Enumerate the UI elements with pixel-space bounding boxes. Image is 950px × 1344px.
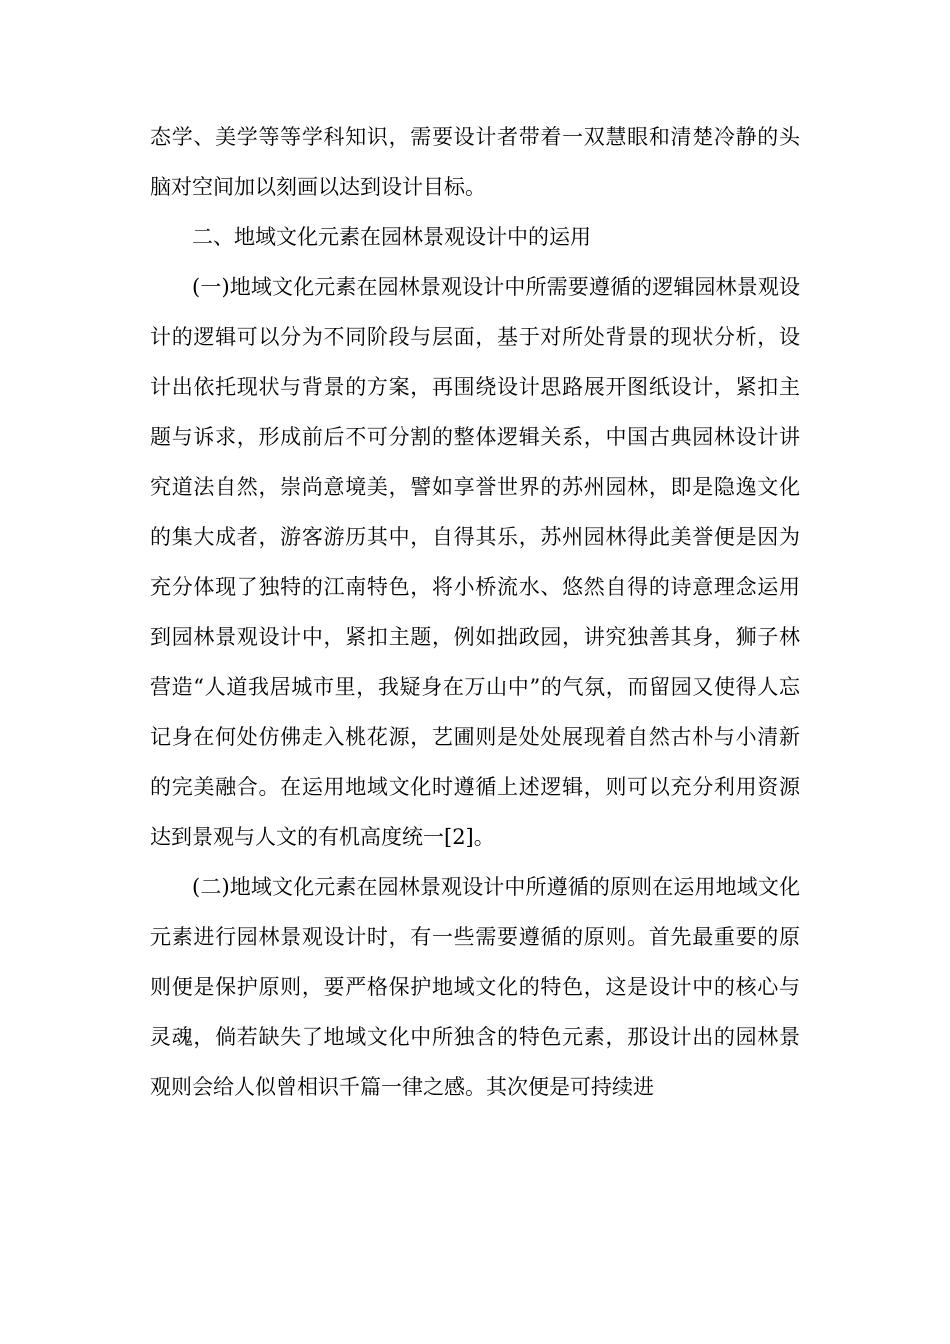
section-heading: 二、地域文化元素在园林景观设计中的运用 <box>192 225 591 249</box>
body-paragraph-principles: (二)地域文化元素在园林景观设计中所遵循的原则在运用地域文化元素进行园林景观设计时，有一些需要遵循的原则。首先最重要的原则便是保护原则，要严格保护地域文化的特色，这是设计中的核心与灵魂，倘若缺失了地域文化中所独含的特色元素，那设计出的园林景观则会给人似曾相识千篇一律之感。其次便是可持续进 <box>150 875 800 1099</box>
document-page <box>150 112 800 1112</box>
body-paragraph-continued: 态学、美学等等学科知识，需要设计者带着一双慧眼和清楚冷静的头脑对空间加以刻画以达到设计目标。 <box>150 125 800 199</box>
body-paragraph-logic: (一)地域文化元素在园林景观设计中所需要遵循的逻辑园林景观设计的逻辑可以分为不同阶段与层面，基于对所处背景的现状分析，设计出依托现状与背景的方案，再围绕设计思路展开图纸设计，紧扣主题与诉求，形成前后不可分割的整体逻辑关系，中国古典园林设计讲究道法自然，崇尚意境美，譬如享誉世界的苏州园林，即是隐逸文化的集大成者，游客游历其中，自得其乐，苏州园林得此美誉便是因为充分体现了独特的江南特色，将小桥流水、悠然自得的诗意理念运用到园林景观设计中，紧扣主题，例如拙政园，讲究独善其身，狮子林营造“人道我居城市里，我疑身在万山中”的气氛，而留园又使得人忘记身在何处仿佛走入桃花源，艺圃则是处处展现着自然古朴与小清新的完美融合。在运用地域文化时遵循上述逻辑，则可以充分利用资源达到景观与人文的有机高度统一[2]。 <box>150 275 800 849</box>
